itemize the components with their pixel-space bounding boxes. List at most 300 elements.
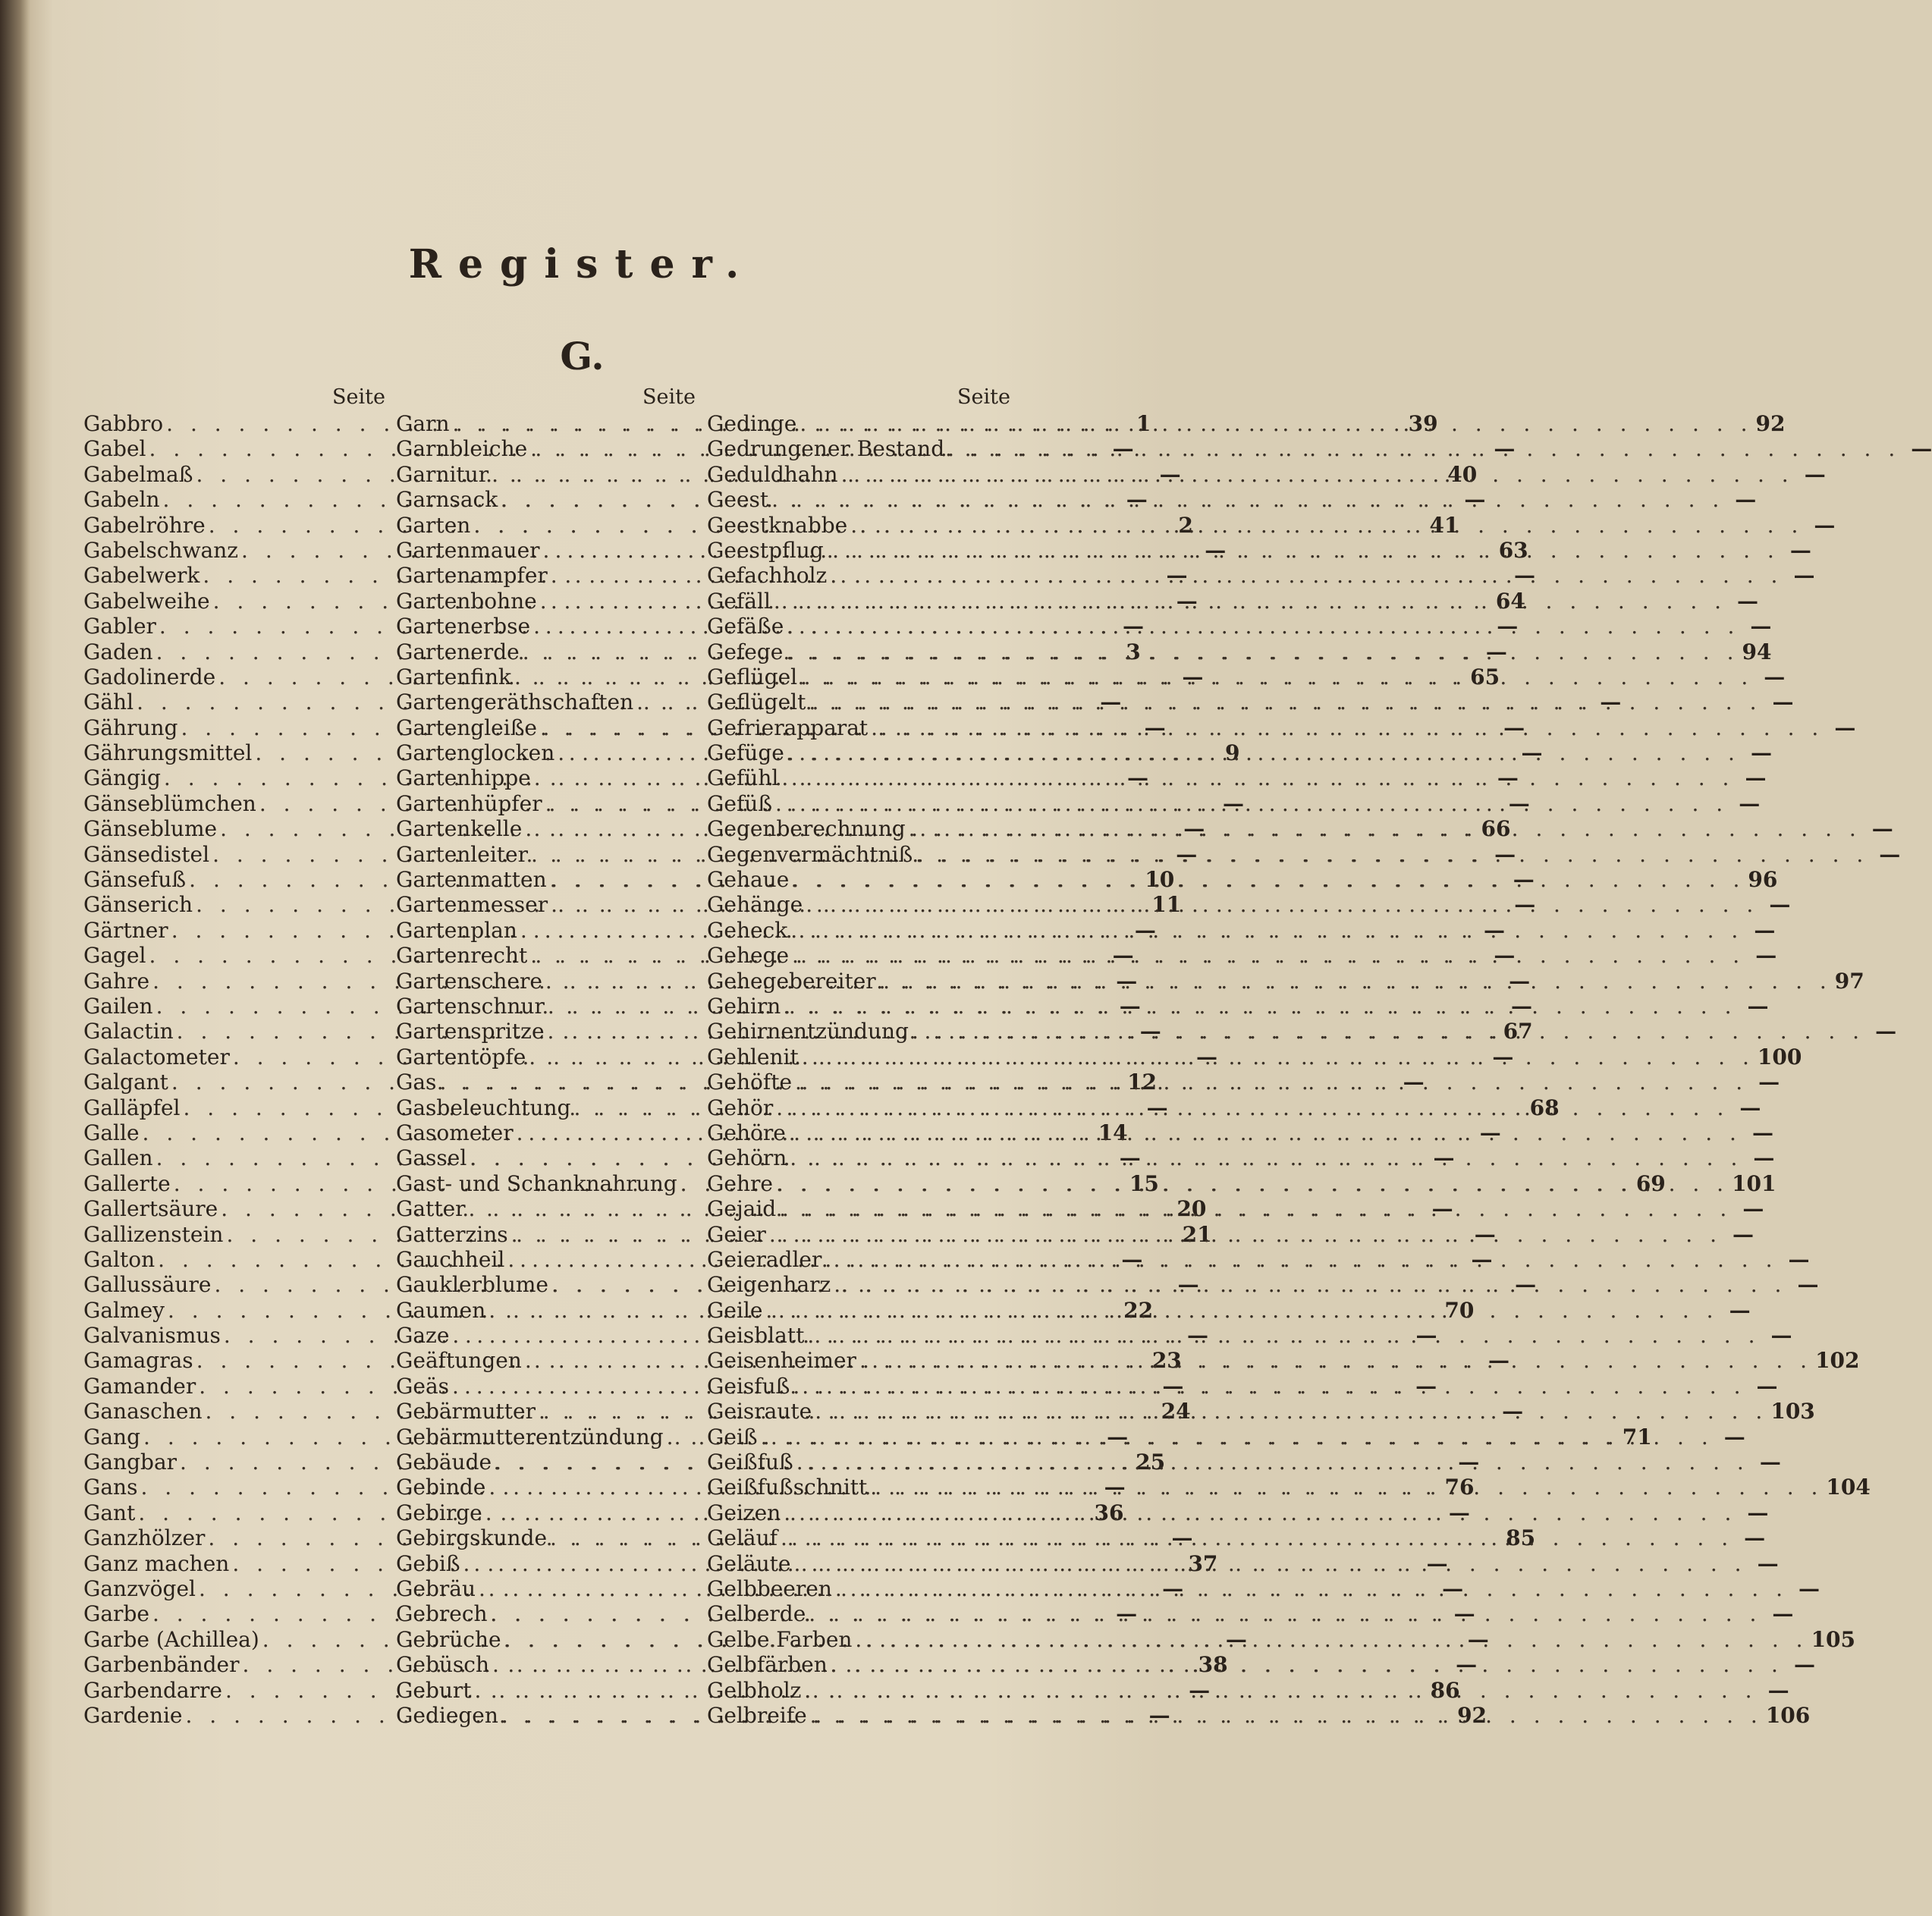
entry-term: Gabbro (83, 411, 164, 436)
entry-page: — (1195, 1044, 1217, 1070)
entry-term: Gartenerbse (396, 614, 531, 639)
entry-term: Gebärmutter (396, 1399, 536, 1424)
entry-page: — (1754, 917, 1776, 943)
entry-page: — (1497, 614, 1519, 639)
entry-page: — (1182, 664, 1204, 689)
entry-page: — (1433, 1145, 1455, 1171)
entry-page: — (1793, 1652, 1815, 1678)
entry-page: 100 (1757, 1044, 1802, 1070)
entry-term: Gaden (83, 639, 153, 664)
entry-page: 64 (1495, 588, 1525, 614)
entry-page: 1 (1136, 411, 1151, 436)
entry-page: — (1487, 1348, 1509, 1374)
entry-term: Gamander (83, 1373, 196, 1399)
entry-term: Gartenglocken (396, 740, 555, 766)
entry-term: Gedrungener Bestand (707, 436, 945, 462)
leader-dots (789, 867, 1748, 892)
index-entry (707, 1373, 1778, 1399)
leader-dots (773, 1171, 1732, 1196)
entry-page: — (1723, 1424, 1745, 1450)
entry-page: — (1112, 436, 1134, 462)
leader-dots (824, 538, 1783, 563)
entry-page: 86 (1430, 1677, 1460, 1703)
entry-page: — (1159, 461, 1181, 487)
entry-page: — (1112, 943, 1134, 969)
entry-page: 40 (1447, 461, 1478, 487)
entry-term: Gartenampfer (396, 563, 548, 589)
entry-term: Gardenie (83, 1702, 183, 1728)
entry-term: Geigenharz (707, 1272, 831, 1298)
entry-page: — (1116, 968, 1138, 994)
entry-term: Geisenheimer (707, 1348, 856, 1374)
leader-dots (804, 1323, 1763, 1348)
entry-page: — (1756, 1373, 1778, 1399)
entry-term: Geizen (707, 1500, 781, 1525)
entry-page: — (1733, 1221, 1754, 1247)
entry-page: 65 (1470, 664, 1500, 689)
leader-dots (781, 994, 1739, 1019)
entry-term: Gehegebereiter (707, 968, 876, 994)
entry-page: — (1127, 765, 1149, 791)
entry-page: 85 (1506, 1525, 1536, 1551)
entry-term: Gallussäure (83, 1272, 212, 1298)
entry-term: Gelbbeeren (707, 1575, 832, 1601)
entry-page: — (1100, 689, 1122, 715)
leader-dots (781, 1500, 1739, 1525)
entry-term: Gehege (707, 943, 790, 969)
entry-term: Gartenbohne (396, 588, 537, 614)
leader-dots (944, 436, 1903, 461)
entry-page: — (1134, 917, 1156, 943)
entry-page: 68 (1529, 1095, 1560, 1120)
leader-dots (787, 1145, 1745, 1170)
entry-term: Garbendarre (83, 1677, 222, 1703)
leader-dots (773, 1095, 1732, 1120)
entry-page: — (1744, 1525, 1766, 1551)
entry-page: — (1189, 1677, 1211, 1703)
entry-page: — (1600, 689, 1622, 715)
entry-term: Garnitur (396, 461, 489, 487)
entry-page: 103 (1770, 1399, 1815, 1424)
entry-page: — (1431, 1196, 1453, 1222)
entry-term: Gebiß (396, 1550, 460, 1576)
entry-page: 41 (1429, 512, 1459, 538)
entry-page: — (1146, 1095, 1168, 1120)
index-entry (707, 1626, 1856, 1652)
entry-page: 23 (1151, 1348, 1182, 1374)
entry-term: Gartenmatten (396, 867, 547, 893)
entry-term: Geestpflug (707, 537, 824, 563)
entry-term: Gangbar (83, 1450, 177, 1475)
page-title: Register. (408, 241, 756, 287)
entry-term: Gartenhüpfer (396, 790, 542, 816)
entry-term: Gegenvermächtniß (707, 841, 913, 867)
leader-dots (913, 842, 1871, 867)
entry-term: Gehlenit (707, 1044, 799, 1070)
entry-term: Gehörn (707, 1145, 787, 1171)
entry-page: — (1144, 715, 1166, 740)
entry-term: Gartenrecht (396, 943, 528, 969)
entry-term: Geisblatt (707, 1323, 805, 1349)
entry-term: Gelbholz (707, 1677, 802, 1703)
entry-page: — (1485, 639, 1507, 664)
entry-term: Gatterzins (396, 1221, 508, 1247)
entry-term: Gaumen (396, 1297, 486, 1323)
leader-dots (807, 1703, 1766, 1728)
entry-page: 12 (1127, 1070, 1158, 1095)
entry-page: 101 (1732, 1170, 1776, 1196)
entry-page: — (1767, 1677, 1789, 1703)
entry-page: — (1148, 1702, 1170, 1728)
entry-term: Gartenhippe (396, 765, 531, 791)
entry-term: Gähl (83, 689, 134, 715)
entry-term: Gänserich (83, 892, 193, 918)
entry-term: Garbenbänder (83, 1652, 240, 1678)
entry-term: Gänseblume (83, 816, 218, 842)
leader-dots (812, 1399, 1770, 1424)
entry-page: — (1879, 841, 1901, 867)
index-entry (707, 841, 1901, 867)
entry-term: Geflügelt (707, 689, 806, 715)
entry-page: — (1514, 892, 1536, 918)
index-entry (707, 968, 1864, 994)
entry-term: Garbe (83, 1601, 149, 1627)
entry-term: Ganz machen (83, 1550, 230, 1576)
entry-page: 94 (1742, 639, 1772, 664)
entry-term: Gamagras (83, 1348, 193, 1374)
entry-term: Gefrierapparat (707, 715, 869, 740)
entry-term: Gabelschwanz (83, 537, 239, 563)
entry-term: Gänsedistel (83, 841, 210, 867)
entry-page: — (1737, 588, 1759, 614)
entry-page: — (1119, 993, 1141, 1019)
entry-term: Gadolinerde (83, 664, 216, 689)
entry-term: Gang (83, 1424, 141, 1450)
entry-page: 67 (1503, 1019, 1533, 1044)
entry-term: Ganzvögel (83, 1575, 196, 1601)
entry-page: — (1772, 689, 1794, 715)
entry-page: — (1107, 1424, 1129, 1450)
entry-term: Gatter (396, 1196, 466, 1222)
entry-term: Gagel (83, 943, 146, 969)
entry-term: Gänseblümchen (83, 790, 256, 816)
entry-term: Galle (83, 1120, 140, 1145)
index-entry (707, 917, 1776, 943)
entry-page: — (1769, 892, 1791, 918)
entry-term: Gelbe Farben (707, 1626, 853, 1652)
entry-term: Gartenerde (396, 639, 520, 664)
entry-page: — (1222, 790, 1244, 816)
entry-term: Gailen (83, 993, 153, 1019)
leader-dots (847, 513, 1806, 538)
leader-dots (778, 765, 1737, 790)
entry-page: — (1502, 1399, 1524, 1424)
entry-page: 97 (1834, 968, 1864, 994)
entry-term: Geißfuß (707, 1450, 793, 1475)
leader-dots (868, 715, 1827, 740)
page-column-header: Seite (642, 385, 696, 409)
entry-term: Geläuf (707, 1525, 778, 1551)
leader-dots (856, 1348, 1815, 1373)
entry-page: — (1747, 1500, 1769, 1525)
entry-term: Gabeln (83, 487, 160, 513)
entry-page: — (1911, 436, 1932, 462)
entry-page: 15 (1129, 1170, 1159, 1196)
leader-dots (783, 639, 1742, 664)
entry-term: Gassel (396, 1145, 467, 1171)
entry-page: — (1171, 1525, 1193, 1551)
entry-term: Gebirgskunde (396, 1525, 548, 1551)
leader-dots (792, 1070, 1751, 1095)
entry-page: 38 (1198, 1652, 1228, 1678)
entry-term: Gebirge (396, 1500, 482, 1525)
entry-term: Gefüß (707, 790, 773, 816)
leader-dots (790, 1551, 1749, 1576)
entry-term: Gefäße (707, 614, 784, 639)
index-entry (707, 639, 1772, 664)
entry-page: — (1834, 715, 1856, 740)
entry-page: 96 (1748, 867, 1778, 893)
entry-term: Gans (83, 1475, 138, 1500)
entry-page: — (1793, 563, 1815, 589)
leader-dots (776, 1196, 1735, 1221)
index-entry (707, 1145, 1775, 1171)
entry-page: 70 (1444, 1297, 1475, 1323)
entry-page: 11 (1151, 892, 1182, 918)
entry-term: Geäftungen (396, 1348, 522, 1374)
entry-page: — (1503, 715, 1525, 740)
leader-dots (832, 1576, 1791, 1601)
entry-term: Gabelmaß (83, 461, 193, 487)
entry-page: 9 (1225, 740, 1240, 766)
entry-page: — (1798, 1575, 1820, 1601)
entry-term: Gefühl (707, 765, 779, 791)
entry-term: Gegenberechnung (707, 816, 906, 842)
entry-page: 21 (1182, 1221, 1212, 1247)
entry-page: — (1494, 841, 1516, 867)
entry-term: Gärtner (83, 917, 168, 943)
leader-dots (799, 1044, 1758, 1070)
entry-page: — (1176, 588, 1198, 614)
leader-dots (876, 969, 1835, 994)
entry-term: Gabelweihe (83, 588, 210, 614)
entry-page: — (1177, 1272, 1199, 1298)
index-entry (707, 1601, 1794, 1627)
entry-page: — (1759, 1450, 1781, 1475)
entry-page: — (1121, 1246, 1143, 1272)
entry-page: — (1467, 1626, 1489, 1652)
entry-term: Geisfuß (707, 1373, 790, 1399)
entry-term: Gabelröhre (83, 512, 206, 538)
entry-term: Galactometer (83, 1044, 230, 1070)
entry-term: Gehirnentzündung (707, 1019, 909, 1044)
entry-term: Geier (707, 1221, 766, 1247)
leader-dots (803, 892, 1761, 917)
entry-page: — (1788, 1246, 1810, 1272)
entry-term: Gasbeleuchtung (396, 1095, 571, 1120)
entry-term: Geisraute (707, 1399, 812, 1424)
entry-page: — (1497, 765, 1519, 791)
entry-term: Gebüsch (396, 1652, 489, 1678)
leader-dots (778, 1525, 1736, 1550)
entry-page: — (1479, 1120, 1501, 1145)
entry-page: — (1492, 1044, 1514, 1070)
entry-term: Galläpfel (83, 1095, 181, 1120)
entry-term: Gallen (83, 1145, 153, 1171)
entry-term: Gefachholz (707, 563, 828, 589)
section-letter: G. (560, 334, 605, 378)
entry-page: — (1494, 943, 1516, 969)
entry-page: — (1104, 1475, 1126, 1500)
entry-page: — (1750, 614, 1772, 639)
entry-term: Geestknabbe (707, 512, 848, 538)
entry-term: Gant (83, 1500, 136, 1525)
leader-dots (906, 816, 1864, 841)
entry-page: — (1415, 1373, 1437, 1399)
entry-term: Geiß (707, 1424, 758, 1450)
entry-term: Gehänge (707, 892, 803, 918)
entry-page: — (1871, 816, 1893, 842)
entry-page: — (1521, 740, 1543, 766)
index-entry (707, 1272, 1819, 1298)
entry-term: Gehöre (707, 1120, 786, 1145)
entry-page: — (1764, 664, 1786, 689)
entry-page: — (1162, 1373, 1184, 1399)
entry-page: — (1772, 1601, 1794, 1627)
entry-term: Gehaue (707, 867, 790, 893)
entry-term: Ganaschen (83, 1399, 203, 1424)
entry-term: Gelbfärben (707, 1652, 828, 1678)
entry-page: 37 (1188, 1550, 1218, 1576)
entry-term: Garnbleiche (396, 436, 528, 462)
index-entry (707, 689, 1794, 715)
entry-term: Geäs (396, 1373, 449, 1399)
entry-term: Gefege (707, 639, 784, 664)
entry-page: 22 (1123, 1297, 1154, 1323)
entry-term: Geflügel (707, 664, 798, 689)
entry-term: Gebinde (396, 1475, 486, 1500)
entry-term: Gartentöpfe (396, 1044, 526, 1070)
entry-page: — (1509, 968, 1531, 994)
index-entry (707, 740, 1772, 766)
leader-dots (831, 1272, 1789, 1297)
leader-dots (787, 918, 1746, 943)
entry-page: — (1458, 1450, 1480, 1475)
entry-term: Gebärmutterentzündung (396, 1424, 664, 1450)
entry-page: — (1484, 917, 1506, 943)
entry-term: Ganzhölzer (83, 1525, 206, 1551)
entry-term: Gährungsmittel (83, 740, 253, 766)
entry-page: — (1183, 816, 1205, 842)
index-entry (707, 1044, 1802, 1070)
entry-page: 25 (1136, 1450, 1166, 1475)
entry-page: — (1456, 1652, 1478, 1678)
leader-dots (806, 1601, 1764, 1626)
entry-term: Gaze (396, 1323, 450, 1349)
entry-page: — (1166, 563, 1188, 589)
entry-term: Gartenleiter (396, 841, 528, 867)
entry-term: Gauchheil (396, 1246, 505, 1272)
entry-term: Gallerte (83, 1170, 171, 1196)
entry-page: — (1875, 1019, 1897, 1044)
entry-page: 39 (1408, 411, 1438, 436)
entry-page: — (1126, 487, 1148, 513)
entry-page: — (1797, 1272, 1819, 1298)
entry-page: — (1403, 1070, 1425, 1095)
entry-term: Gasometer (396, 1120, 514, 1145)
entry-term: Gartenschnur (396, 993, 545, 1019)
entry-page: — (1750, 740, 1772, 766)
leader-dots (772, 791, 1731, 816)
entry-term: Gejaid (707, 1196, 777, 1222)
entry-page: 106 (1765, 1702, 1811, 1728)
index-entry (707, 790, 1761, 816)
entry-term: Geduldhahn (707, 461, 838, 487)
entry-page: 71 (1622, 1424, 1652, 1450)
index-entry (707, 993, 1769, 1019)
entry-page: — (1448, 1500, 1470, 1525)
entry-page: — (1770, 1323, 1792, 1349)
entry-page: — (1471, 1246, 1493, 1272)
entry-page: — (1729, 1297, 1751, 1323)
index-entry (707, 765, 1767, 791)
entry-page: — (1442, 1575, 1464, 1601)
entry-page: — (1176, 841, 1198, 867)
entry-term: Gängig (83, 765, 161, 791)
entry-page: — (1804, 461, 1826, 487)
leader-dots (821, 1247, 1780, 1272)
entry-term: Gabler (83, 614, 156, 639)
index-entry (707, 1246, 1810, 1272)
entry-term: Gallizenstein (83, 1221, 224, 1247)
entry-term: Geißfußschnitt (707, 1475, 868, 1500)
entry-term: Gefüge (707, 740, 784, 766)
entry-page: 14 (1098, 1120, 1128, 1145)
leader-dots (838, 462, 1797, 487)
entry-page: 104 (1826, 1475, 1871, 1500)
entry-term: Geläute (707, 1550, 791, 1576)
index-entry (707, 1323, 1792, 1349)
leader-dots (786, 1120, 1745, 1145)
leader-dots (784, 740, 1743, 765)
entry-page: 66 (1481, 816, 1511, 842)
entry-page: — (1513, 867, 1535, 893)
entry-page: — (1515, 1272, 1537, 1298)
entry-term: Garten (396, 512, 471, 538)
entry-page: — (1789, 537, 1811, 563)
entry-term: Gehöfte (707, 1070, 793, 1095)
entry-term: Gehirn (707, 993, 781, 1019)
entry-term: Gartenplan (396, 917, 517, 943)
index-entry (707, 614, 1772, 639)
entry-page: — (1225, 1626, 1247, 1652)
entry-page: — (1205, 537, 1227, 563)
entry-term: Gas (396, 1070, 437, 1095)
entry-term: Galmey (83, 1297, 165, 1323)
entry-term: Gelberde (707, 1601, 806, 1627)
entry-page: — (1747, 993, 1769, 1019)
entry-page: — (1474, 1221, 1496, 1247)
entry-term: Gallertsäure (83, 1196, 218, 1222)
index-entry (707, 436, 1932, 462)
leader-dots (796, 411, 1755, 436)
page-column-header: Seite (332, 385, 385, 409)
entry-page: 24 (1161, 1399, 1191, 1424)
entry-page: — (1753, 1145, 1775, 1171)
leader-dots (827, 563, 1786, 588)
entry-page: 36 (1094, 1500, 1124, 1525)
entry-term: Gänsefuß (83, 867, 187, 893)
